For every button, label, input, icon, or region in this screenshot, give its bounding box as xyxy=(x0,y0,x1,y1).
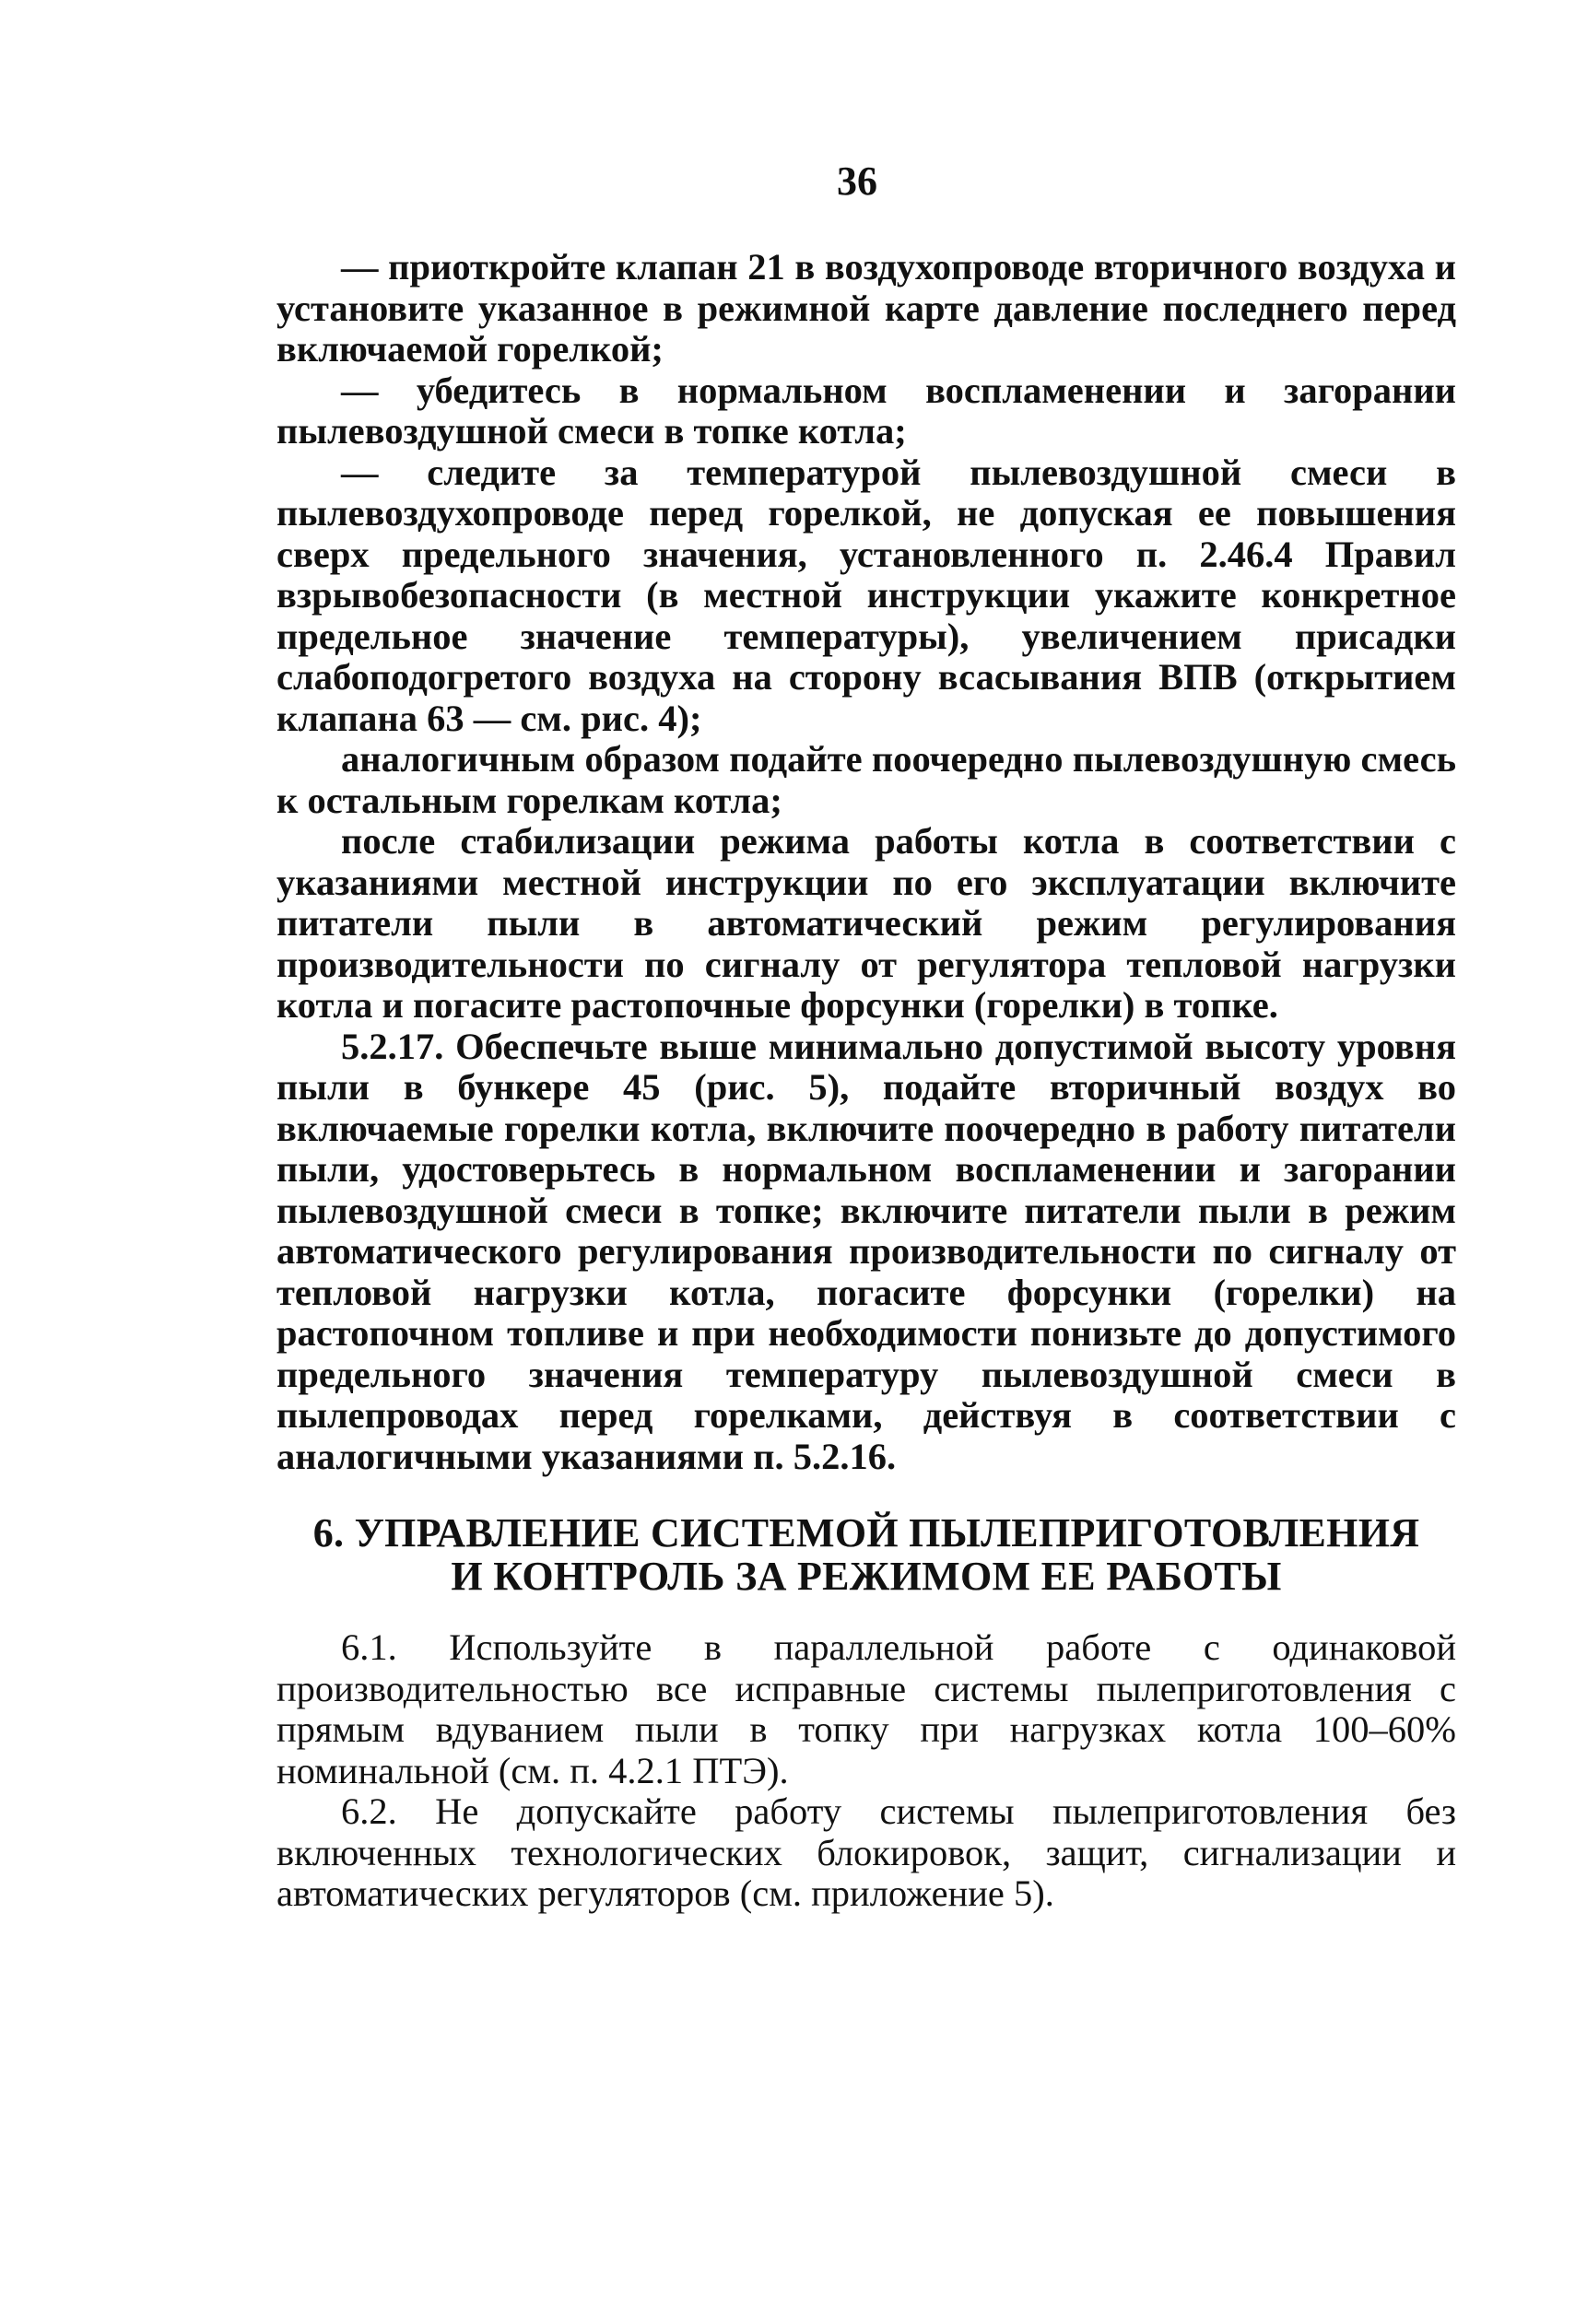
paragraph-monitor-temperature: — следите за температурой пылевоздушной смеси в пылевоздухопроводе перед горелкой, не допуская ее повышения сверх предельного значения, установленного п. 2.46.4 Правил взрывобезопасности (в местной инструкции укажите конкретное предельное значение температуры), увеличением присадки слабоподогретого воздуха на сторону всасывания ВПВ (открытием клапана 63 — см. рис. 4); xyxy=(276,451,1456,739)
paragraph-open-valve-21: — приоткройте клапан 21 в воздухопроводе вторичного воздуха и установите указанное в режимной карте давление последнего перед включаемой горелкой; xyxy=(276,246,1456,370)
section-text xyxy=(276,1627,1456,1915)
paragraph-after-stabilization: после стабилизации режима работы котла в соответствии с указаниями местной инструкции по его эксплуатации включите питатели пыли в автоматический режим регулирования производительности по сигналу от регулятора тепловой нагрузки котла и погасите растопочные форсунки (горелки) в топке. xyxy=(276,820,1456,1026)
section-heading-line-2: И КОНТРОЛЬ ЗА РЕЖИМОМ ЕЕ РАБОТЫ xyxy=(451,1554,1282,1599)
paragraph-6-2: 6.2. Не допускайте работу системы пылеприготовления без включенных технологических блокировок, защит, сигнализации и автоматических регуляторов (см. приложение 5). xyxy=(276,1790,1456,1914)
page-number: 36 xyxy=(837,158,877,204)
section-heading xyxy=(276,1511,1456,1598)
section-heading-line-1: 6. УПРАВЛЕНИЕ СИСТЕМОЙ ПЫЛЕПРИГОТОВЛЕНИЯ xyxy=(312,1510,1420,1555)
body-text xyxy=(276,247,1456,1477)
paragraph-6-1: 6.1. Используйте в параллельной работе с одинаковой производительностью все исправные системы пылеприготовления с прямым вдуванием пыли в топку при нагрузках котла 100–60% номинальной (см. п. 4.2.1 ПТЭ). xyxy=(276,1626,1456,1791)
paragraph-other-burners: аналогичным образом подайте поочередно пылевоздушную смесь к остальным горелкам котла; xyxy=(276,738,1456,821)
paragraph-check-ignition: — убедитесь в нормальном воспламенении и загорании пылевоздушной смеси в топке котла; xyxy=(276,369,1456,452)
paragraph-5-2-17: 5.2.17. Обеспечьте выше минимально допустимой высоту уровня пыли в бункере 45 (рис. 5), подайте вторичный воздух во включаемые горелки котла, включите поочередно в работу питатели пыли, удостоверьтесь в нормальном воспламенении и загорании пылевоздушной смеси в топке; включите питатели пыли в режим автоматического регулирования производительности по сигналу от тепловой нагрузки котла, погасите форсунки (горелки) на растопочном топливе и при необходимости понизьте до допустимого предельного значения температуру пылевоздушной смеси в пылепроводах перед горелками, действуя в соответствии с аналогичными указаниями п. 5.2.16. xyxy=(276,1025,1456,1477)
